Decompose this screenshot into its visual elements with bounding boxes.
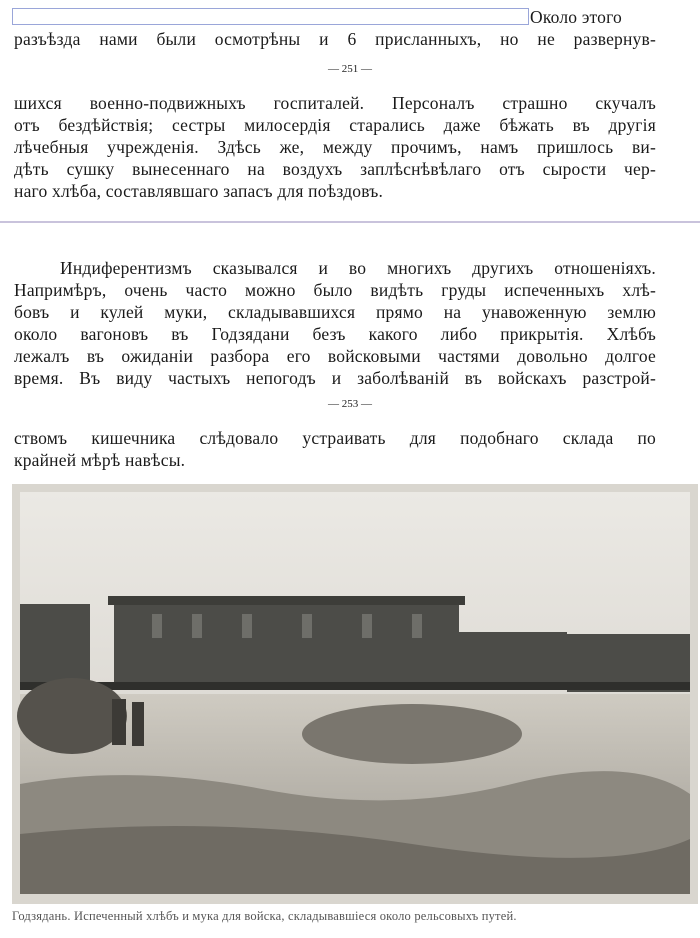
text-line: лѣчебныя учрежденія. Здѣсь же, между прочимъ, намъ пришлось ви- (14, 137, 656, 157)
text-line: Напримѣръ, очень часто можно было видѣть груды испеченныхъ хлѣ- (14, 280, 656, 300)
text-line: около вагоновъ въ Годзядани безъ какого либо прикрытія. Хлѣбъ (14, 324, 656, 344)
text-line: дѣть сушку вынесеннаго на воздухъ заплѣснѣвѣлаго отъ сырости чер- (14, 159, 656, 179)
search-highlight-box[interactable] (12, 8, 529, 25)
text-line: Индиферентизмъ сказывался и во многихъ другихъ отношеніяхъ. (60, 258, 656, 278)
text-line: бовъ и кулей муки, складывавшихся прямо на унавоженную землю (14, 302, 656, 322)
text-line: разъѣзда нами были осмотрѣны и 6 присланныхъ, но не развернув- (14, 29, 656, 49)
figure-caption: Годзядань. Испеченный хлѣбъ и мука для войска, складывавшіеся около рельсовыхъ путей. (12, 909, 517, 923)
page-number: — 251 — (328, 63, 372, 75)
text-line: отъ бездѣйствія; сестры милосердія старались даже бѣжать въ другія (14, 115, 656, 135)
text-line: Около этого (530, 7, 622, 27)
text-line: наго хлѣба, составлявшаго запасъ для поѣздовъ. (14, 181, 384, 201)
page-number: — 253 — (328, 398, 372, 410)
text-line: время. Въ виду частыхъ непогодъ и заболѣваній въ войскахъ разстрой- (14, 368, 656, 388)
text-line: ствомъ кишечника слѣдовало устраивать для подобнаго склада по (14, 428, 656, 448)
text-line: крайней мѣрѣ навѣсы. (14, 450, 186, 470)
page-divider (0, 221, 700, 223)
text-line: лежалъ въ ожиданіи разбора его войсковыми частями довольно долгое (14, 346, 656, 366)
text-line: шихся военно-подвижныхъ госпиталей. Персоналъ страшно скучалъ (14, 93, 656, 113)
photo-railway-cars (12, 484, 698, 904)
